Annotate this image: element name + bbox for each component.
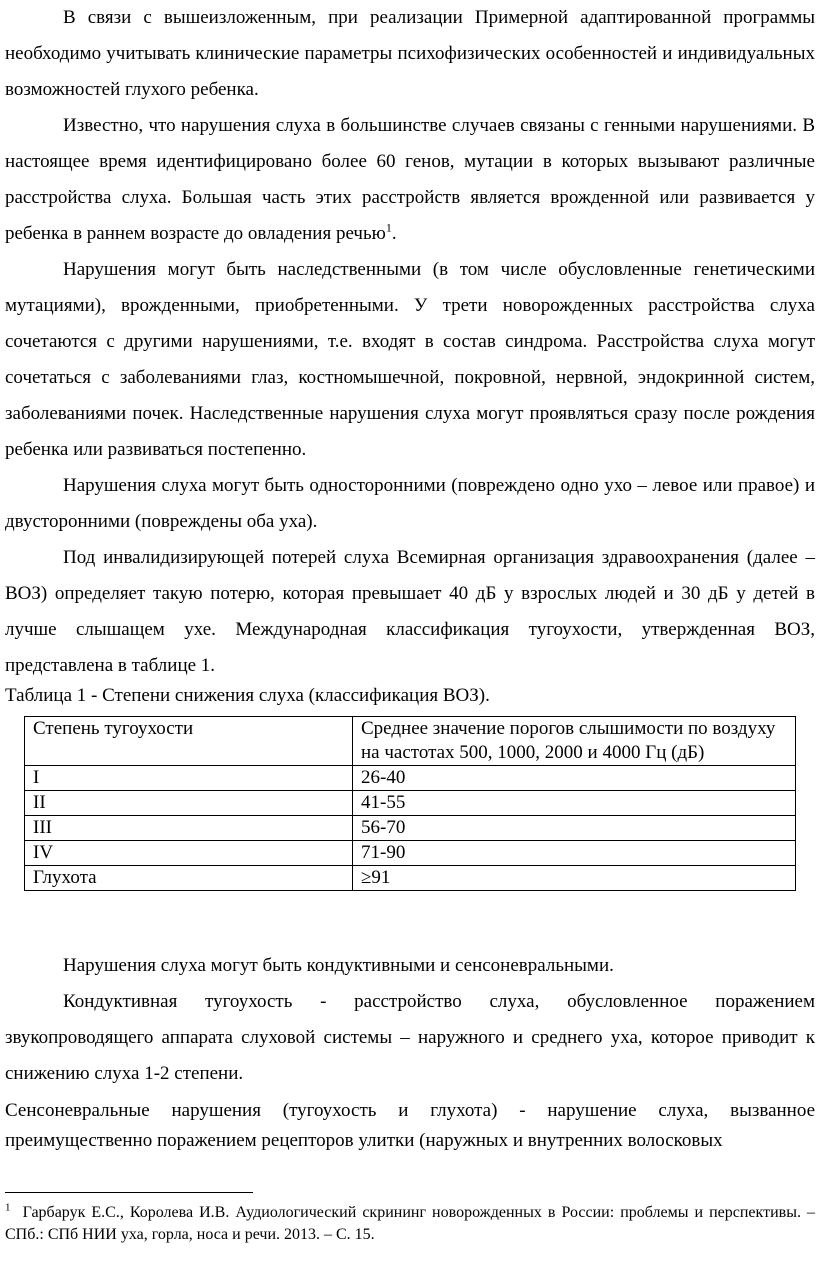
table-cell-degree: Глухота bbox=[25, 866, 353, 891]
table-row bbox=[25, 791, 796, 816]
footnote bbox=[5, 1202, 815, 1246]
table-header-threshold: Среднее значение порогов слышимости по воздуху на частотах 500, 1000, 2000 и 4000 Гц (дБ) bbox=[353, 717, 796, 766]
table-cell-threshold: 56-70 bbox=[353, 816, 796, 841]
table-caption: Таблица 1 - Степени снижения слуха (классификация ВОЗ). bbox=[5, 685, 490, 706]
paragraph-who-definition: Под инвалидизирующей потерей слуха Всемирная организация здравоохранения (далее – ВОЗ) определяет такую потерю, которая превышает 40 дБ у взрослых людей и 30 дБ у детей в лучше слышащем ухе. Международная классификация тугоухости, утвержденная ВОЗ, представлена в таблице 1. bbox=[5, 547, 815, 676]
table-row bbox=[25, 841, 796, 866]
paragraph-hereditary: Нарушения могут быть наследственными (в том числе обусловленные генетическими мутациями), врожденными, приобретенными. У трети новорожденных расстройства слуха сочетаются с другими нарушениями, т.е. входят в состав синдрома. Расстройства слуха могут сочетаться с заболеваниями глаз, костномышечной, покровной, нервной, эндокринной систем, заболеваниями почек. Наследственные нарушения слуха могут проявляться сразу после рождения ребенка или развиваться постепенно. bbox=[5, 259, 815, 460]
paragraph-sensorineural: Сенсоневральные нарушения (тугоухость и глухота) - нарушение слуха, вызванное преимущественно поражением рецепторов улитки (наружных и внутренних волосковых bbox=[5, 1100, 815, 1151]
table-cell-degree: III bbox=[25, 816, 353, 841]
table-header-row bbox=[25, 717, 796, 766]
table-cell-degree: IV bbox=[25, 841, 353, 866]
paragraph-genetics-text: Известно, что нарушения слуха в большинстве случаев связаны с генными нарушениями. В настоящее время идентифицировано более 60 генов, мутации в которых вызывают различные расстройства слуха. Большая часть этих расстройств является врожденной или развивается у ребенка в раннем возрасте до овладения речью bbox=[5, 115, 815, 244]
paragraph-unilateral: Нарушения слуха могут быть односторонними (повреждено одно ухо – левое или правое) и двусторонними (повреждены оба уха). bbox=[5, 475, 815, 532]
footnote-reference: 1 bbox=[385, 220, 392, 235]
table-cell-degree: I bbox=[25, 766, 353, 791]
table-cell-degree: II bbox=[25, 791, 353, 816]
table-row bbox=[25, 766, 796, 791]
paragraph-intro: В связи с вышеизложенным, при реализации Примерной адаптированной программы необходимо учитывать клинические параметры психофизических особенностей и индивидуальных возможностей глухого ребенка. bbox=[5, 7, 815, 100]
paragraph-genetics: Известно, что нарушения слуха в большинстве случаев связаны с генными нарушениями. В настоящее время идентифицировано более 60 генов, мутации в которых вызывают различные расстройства слуха. Большая часть этих расстройств является врожденной или развивается у ребенка в раннем возрасте до овладения речью$^1$. bbox=[5, 115, 815, 244]
paragraph-conductive: Кондуктивная тугоухость - расстройство слуха, обусловленное поражением звукопроводящего аппарата слуховой системы – наружного и среднего уха, которое приводит к снижению слуха 1-2 степени. bbox=[5, 991, 815, 1084]
table-cell-threshold: ≥91 bbox=[353, 866, 796, 891]
footnote-separator bbox=[5, 1192, 253, 1193]
table-cell-threshold: 41-55 bbox=[353, 791, 796, 816]
paragraph-types: Нарушения слуха могут быть кондуктивными и сенсоневральными. bbox=[63, 955, 614, 976]
table-row bbox=[25, 816, 796, 841]
table-cell-threshold: 71-90 bbox=[353, 841, 796, 866]
table-row bbox=[25, 866, 796, 891]
footnote-number: 1 bbox=[5, 1201, 11, 1214]
footnote-text: Гарбарук Е.С., Королева И.В. Аудиологический скрининг новорожденных в России: проблемы и перспективы. – СПб.: СПб НИИ уха, горла, носа и речи. 2013. – С. 15. bbox=[5, 1204, 816, 1243]
table-header-degree: Степень тугоухости bbox=[25, 717, 353, 766]
hearing-loss-table bbox=[24, 716, 796, 891]
table-cell-threshold: 26-40 bbox=[353, 766, 796, 791]
